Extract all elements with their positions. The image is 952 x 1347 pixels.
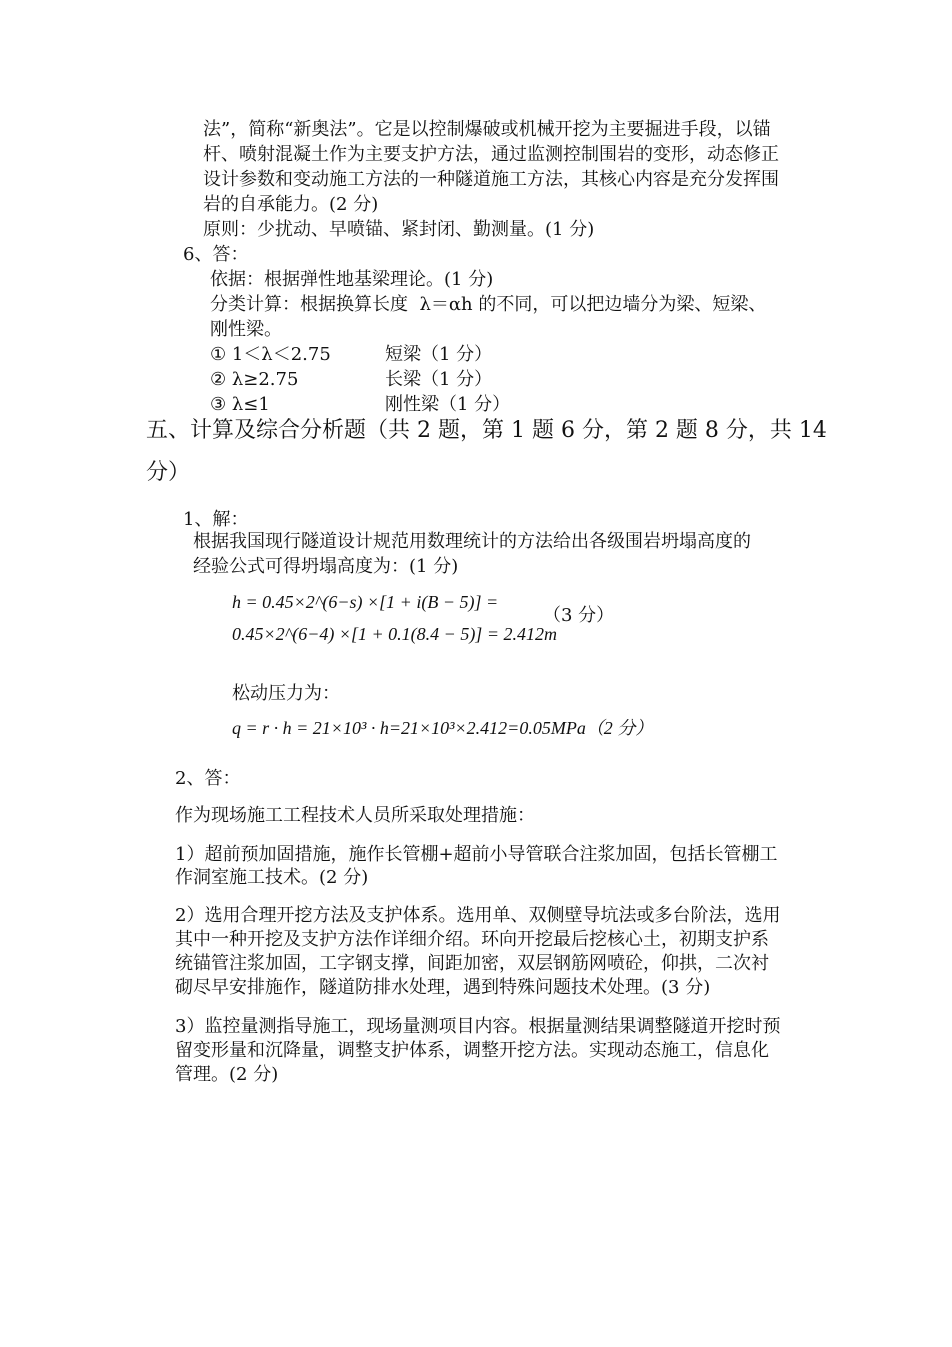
problem-text: 经验公式可得坍塌高度为：(1 分) [193, 556, 459, 577]
section-heading: 五、计算及综合分析题（共 2 题，第 1 题 6 分，第 2 题 8 分，共 14 [146, 418, 827, 443]
formula-line: h = 0.45×2^(6−s) ×[1 + i(B − 5)] = [232, 592, 499, 612]
problem-title: 2、答： [175, 768, 241, 789]
problem-intro: 作为现场施工工程技术人员所采取处理措施： [175, 805, 535, 826]
q6-item-type: 刚性梁（1 分） [385, 394, 511, 415]
measure-line: 3）监控量测指导施工，现场量测项目内容。根据量测结果调整隧道开挖时预 [175, 1016, 781, 1037]
measure-line: 统锚管注浆加固，工字钢支撑，间距加密，双层钢筋网喷砼，仰拱，二次衬 [175, 953, 769, 974]
q6-item-condition: ③ λ≤1 [210, 394, 270, 415]
section-heading: 分） [146, 460, 191, 485]
pressure-formula: q = r · h = 21×10³ · h=21×10³×2.412=0.05MPa（2 分） [232, 718, 654, 738]
q6-item-condition: ② λ≥2.75 [210, 369, 299, 390]
measure-line: 作洞室施工技术。(2 分) [175, 867, 369, 888]
measure-line: 留变形量和沉降量，调整支护体系，调整开挖方法。实现动态施工，信息化 [175, 1040, 769, 1061]
measure-line: 其中一种开挖及支护方法作详细介绍。环向开挖最后挖核心土，初期支护系 [175, 929, 769, 950]
q5-line: 设计参数和变动施工方法的一种隧道施工方法，其核心内容是充分发挥围 [203, 169, 779, 190]
q6-basis: 依据：根据弹性地基梁理论。(1 分) [210, 269, 494, 290]
problem-text: 根据我国现行隧道设计规范用数理统计的方法给出各级围岩坍塌高度的 [193, 531, 751, 552]
q6-item-condition: ① 1＜λ＜2.75 [210, 344, 331, 365]
q6-title: 6、答： [183, 244, 249, 265]
q6-item-type: 长梁（1 分） [385, 369, 493, 390]
formula-line: 0.45×2^(6−4) ×[1 + 0.1(8.4 − 5)] = 2.412m [232, 624, 557, 644]
formula-score: （3 分） [543, 605, 615, 626]
q6-item-type: 短梁（1 分） [385, 344, 493, 365]
measure-line: 砌尽早安排施作，隧道防排水处理，遇到特殊问题技术处理。(3 分) [175, 977, 711, 998]
q6-calc-line: 刚性梁。 [210, 319, 282, 340]
problem-title: 1、解： [183, 509, 249, 530]
q5-principle: 原则：少扰动、早喷锚、紧封闭、勤测量。(1 分) [203, 219, 595, 240]
measure-line: 2）选用合理开挖方法及支护体系。选用单、双侧壁导坑法或多台阶法，选用 [175, 905, 781, 926]
measure-line: 管理。(2 分) [175, 1064, 279, 1085]
measure-line: 1）超前预加固措施，施作长管棚+超前小导管联合注浆加固，包括长管棚工 [175, 844, 778, 865]
pressure-label: 松动压力为： [232, 683, 340, 704]
q5-line: 杆、喷射混凝土作为主要支护方法，通过监测控制围岩的变形，动态修正 [203, 144, 779, 165]
q5-line: 法”，简称“新奥法”。它是以控制爆破或机械开挖为主要掘进手段，以锚 [203, 119, 771, 140]
q5-line: 岩的自承能力。(2 分) [203, 194, 379, 215]
q6-calc-line: 分类计算：根据换算长度 λ＝αh 的不同，可以把边墙分为梁、短梁、 [210, 294, 767, 315]
